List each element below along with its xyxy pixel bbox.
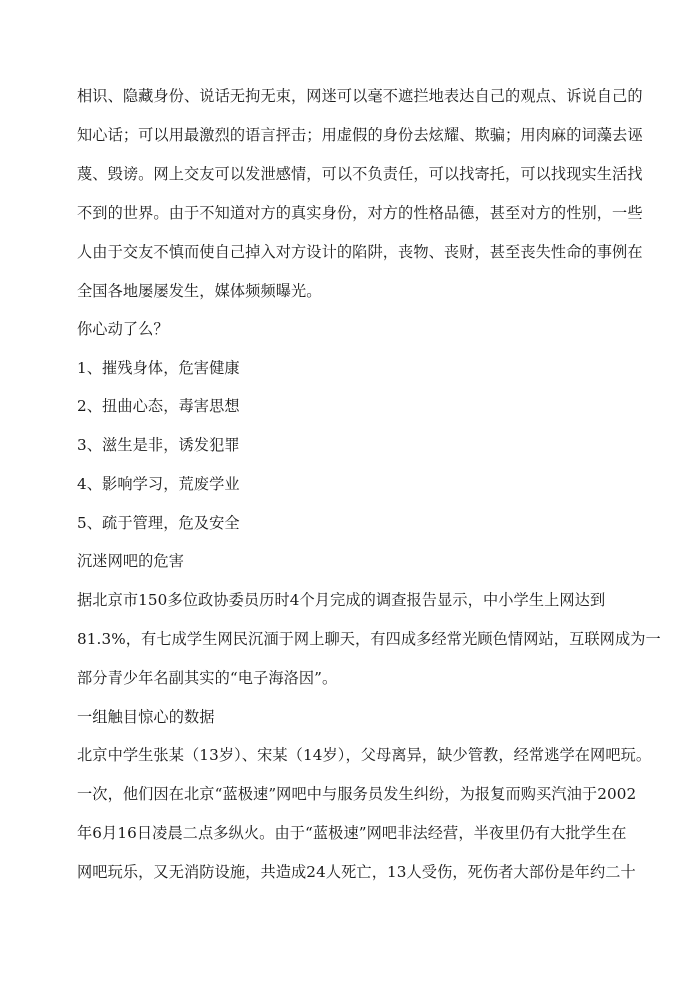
list-item: 1、摧残身体，危害健康 bbox=[77, 359, 240, 377]
paragraph-line: 部分青少年名副其实的“电子海洛因”。 bbox=[77, 669, 338, 687]
paragraph-line: 据北京市150多位政协委员历时4个月完成的调查报告显示，中小学生上网达到 bbox=[77, 591, 606, 609]
paragraph-line: 全国各地屡屡发生，媒体频频曝光。 bbox=[77, 282, 322, 300]
list-item: 4、影响学习，荒废学业 bbox=[77, 475, 240, 493]
paragraph-line: 知心话；可以用最激烈的语言抨击；用虚假的身份去炫耀、欺骗；用肉麻的词藻去诬 bbox=[77, 126, 643, 144]
section-question: 你心动了么？ bbox=[77, 320, 169, 338]
paragraph-line: 北京中学生张某（13岁）、宋某（14岁），父母离异，缺少管教，经常逃学在网吧玩。 bbox=[77, 746, 652, 764]
paragraph-line: 年6月16日凌晨二点多纵火。由于“蓝极速”网吧非法经营，半夜里仍有大批学生在 bbox=[77, 824, 627, 842]
paragraph-line: 81.3%，有七成学生网民沉湎于网上聊天，有四成多经常光顾色情网站，互联网成为一 bbox=[77, 630, 661, 648]
paragraph-line: 网吧玩乐，又无消防设施，共造成24人死亡，13人受伤，死伤者大部份是年约二十 bbox=[77, 863, 636, 881]
paragraph-line: 一次，他们因在北京“蓝极速”网吧中与服务员发生纠纷，为报复而购买汽油于2002 bbox=[77, 785, 637, 803]
paragraph-line: 蔑、毁谤。网上交友可以发泄感情，可以不负责任，可以找寄托，可以找现实生活找 bbox=[77, 165, 643, 183]
paragraph-line: 相识、隐藏身份、说话无拘无束，网迷可以毫不遮拦地表达自己的观点、诉说自己的 bbox=[77, 87, 643, 105]
paragraph-line: 人由于交友不慎而使自己掉入对方设计的陷阱，丧物、丧财，甚至丧失性命的事例在 bbox=[77, 243, 643, 261]
list-item: 5、疏于管理，危及安全 bbox=[77, 514, 240, 532]
section-heading: 一组触目惊心的数据 bbox=[77, 708, 215, 726]
list-item: 2、扭曲心态，毒害思想 bbox=[77, 397, 240, 415]
list-item: 3、滋生是非，诱发犯罪 bbox=[77, 436, 240, 454]
section-heading: 沉迷网吧的危害 bbox=[77, 552, 185, 570]
paragraph-line: 不到的世界。由于不知道对方的真实身份，对方的性格品德，甚至对方的性别，一些 bbox=[77, 204, 643, 222]
